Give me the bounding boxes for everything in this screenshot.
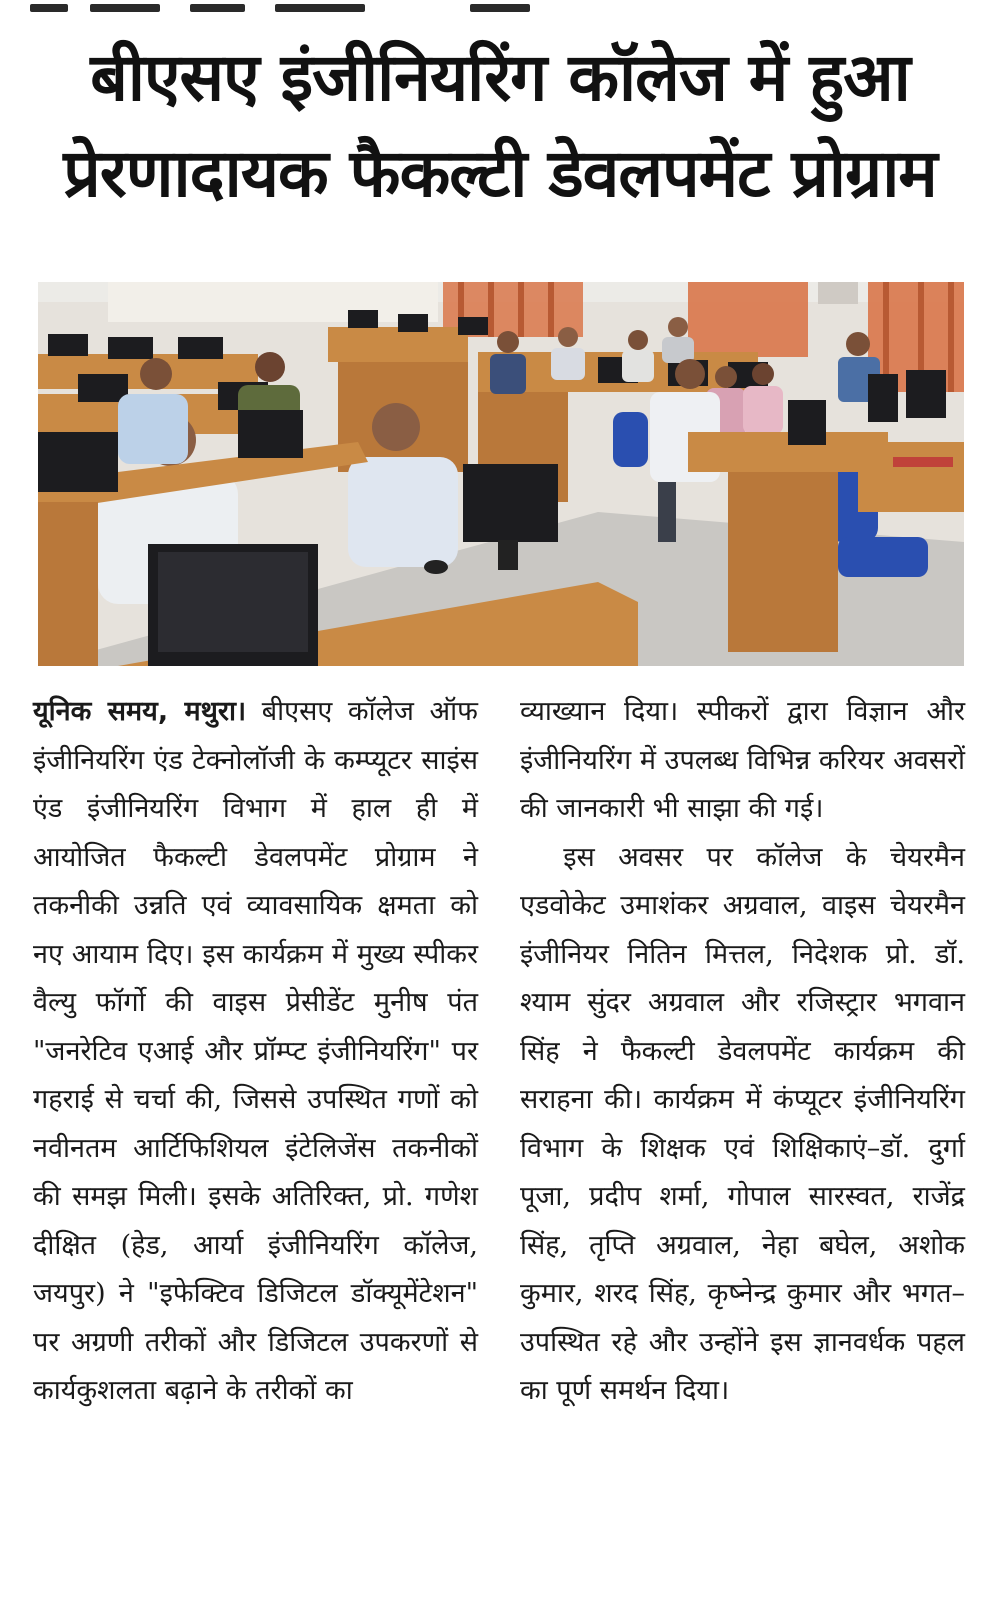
column-1-text: बीएसए कॉलेज ऑफ इंजीनियरिंग एंड टेक्नोलॉजी के कम्प्यूटर साइंस एंड इंजीनियरिंग विभाग में हाल ही में आयोजित फैकल्टी डेवलपमेंट प्रोग्राम ने तकनीकी उन्नति एवं व्यावसायिक क्षमता को नए आयाम दिए। इस कार्यक्रम में मुख्य स्पीकर वैल्यु फॉर्गो की वाइस प्रेसीडेंट मुनीष पंत "जनरेटिव एआई और प्रॉम्प्ट इंजीनियरिंग" पर गहराई से चर्चा की, जिससे उपस्थित गणों को नवीनतम आर्टिफिशियल इंटेलिजेंस तकनीकों की समझ मिली। इसके अतिरिक्त, प्रो. गणेश दीक्षित (हेड, आर्या इंजीनियरिंग कॉलेज, जयपुर) ने "इफेक्टिव डिजिटल डॉक्यूमेंटेशन" पर अग्रणी तरीकों और डिजिटल उपकरणों से कार्यकुशलता बढ़ाने के तरीकों का — [33, 696, 478, 1406]
news-photo — [38, 282, 964, 666]
article-column-2 — [520, 688, 965, 1416]
column-2-paragraph-2: इस अवसर पर कॉलेज के चेयरमैन एडवोकेट उमाशंकर अग्रवाल, वाइस चेयरमैन इंजीनियर नितिन मित्तल, निदेशक प्रो. डॉ. श्याम सुंदर अग्रवाल और रजिस्ट्रार भगवान सिंह ने फैकल्टी डेवलपमेंट कार्यक्रम की सराहना की। कार्यक्रम में कंप्यूटर इंजीनियरिंग विभाग के शिक्षक एवं शिक्षिकाएं–डॉ. दुर्गा पूजा, प्रदीप शर्मा, गोपाल सारस्वत, राजेंद्र सिंह, तृप्ति अग्रवाल, नेहा बघेल, अशोक कुमार, शरद सिंह, कृष्नेन्द्र कुमार और भगत–उपस्थित रहे और उन्होंने इस ज्ञानवर्धक पहल का पूर्ण समर्थन दिया। — [520, 841, 965, 1406]
article-column-1 — [33, 688, 478, 1416]
computer-lab-photo-illustration — [38, 282, 964, 666]
headline-line-1: बीएसए इंजीनियरिंग कॉलेज में हुआ — [90, 39, 910, 116]
cropped-previous-text-strip — [0, 0, 999, 22]
headline-line-2: प्रेरणादायक फैकल्टी डेवलपमेंट प्रोग्राम — [63, 135, 937, 212]
column-2-paragraph-1: व्याख्यान दिया। स्पीकरों द्वारा विज्ञान और इंजीनियरिंग में उपलब्ध विभिन्न करियर अवसरों की जानकारी भी साझा की गई। — [520, 696, 965, 824]
dateline: यूनिक समय, मथुरा। — [33, 696, 247, 727]
headline — [20, 30, 980, 222]
